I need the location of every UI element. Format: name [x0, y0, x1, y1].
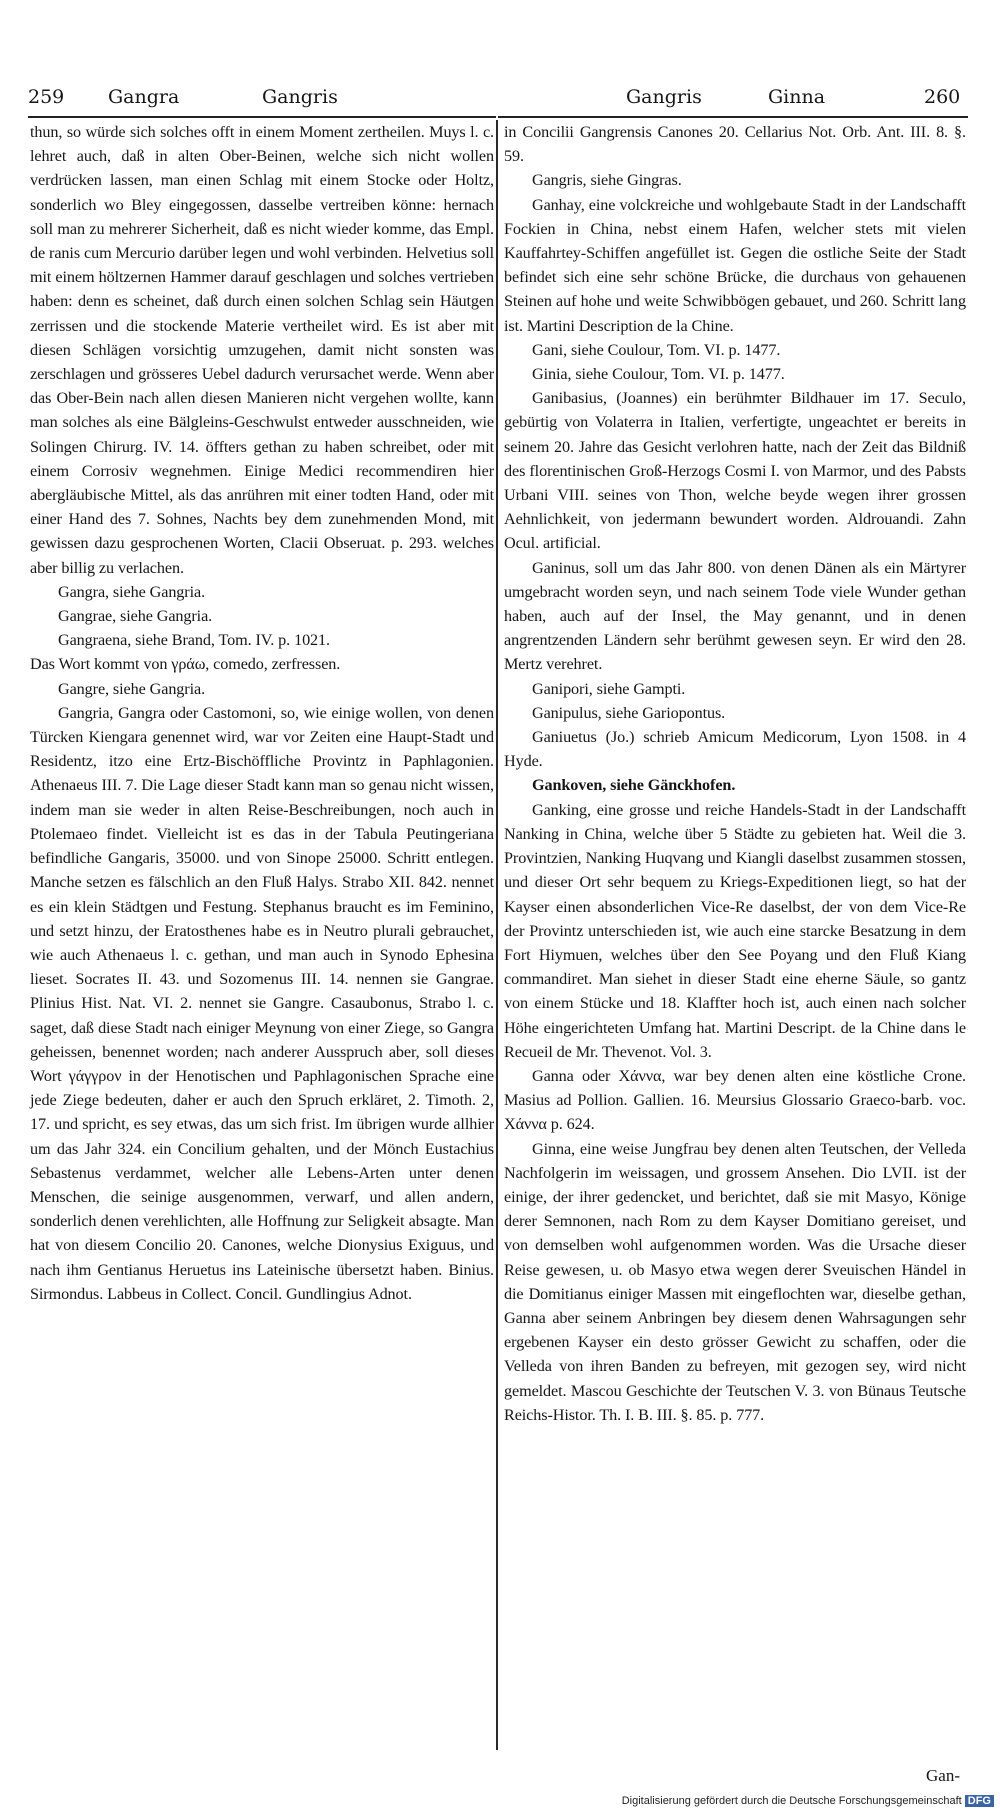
entry-text: Gangra, siehe Gangria. [58, 582, 206, 601]
entry-text: Gangre, siehe Gangria. [58, 679, 206, 698]
header-keyword-left-2: Gangris [262, 86, 338, 108]
digitization-footer [622, 1795, 994, 1807]
entry-text: Gangrae, siehe Gangria. [58, 607, 213, 626]
entry-text: Gangris, siehe Gingras. [532, 171, 682, 190]
footer-text: Digitalisierung gefördert durch die Deutsche Forschungsgemeinschaft [621, 1795, 962, 1807]
entry-text: Gangria, Gangra oder Castomoni, so, wie einige wollen, von denen Türcken Kiengara genennet wird, war vor Zeiten eine Haupt-Stadt und Residentz, itzo eine Ertz-Bischöffliche Provintz in Paphlagonien. Athenaeus III. 7. Die Lage dieser Stadt kann man so genau nicht wissen, indem man sie weder in alten Reise-Beschreibungen, noch auch in Ptolemaeo findet. Vielleicht ist es das in der Tabula Peutingeriana befindliche Gangaris, 35000. und von Sinope 25000. Schritt entlegen. Manche setzen es fälschlich an den Fluß Halys. Strabo XII. 842. nennet es ein klein Städtgen und Festung. Stephanus braucht es im Feminino, und setzt hinzu, der Eratosthenes habe es in Neutro plurali gebrauchet, wie auch Athenaeus l. c. gethan, und man auch in Synodo Ephesina lieset. Socrates II. 43. und Sozomenus III. 14. nennen sie Gangrae. Plinius Hist. Nat. VI. 2. nennet sie Gangre. Casaubonus, Strabo l. c. saget, daß diese Stadt nach einiger Meynung von einer Ziege, so Gangra geheissen, benennet worden; nach anderer Ausspruch aber, soll dieses Wort γάγγρον in der Henotischen und Paphlagonischen Sprache eine jede Ziege bedeuten, daher er auch den Spruch erkläret, 2. Timoth. 2, 17. und spricht, es sey etwas, das um sich frist. Im übrigen wurde allhier um das Jahr 324. ein Concilium gehalten, und der Mönch Eustachius Sebastenus verdammet, welcher alle Lebens-Arten unter denen Menschen, die seinige ausgenommen, verwarf, und allen andern, sonderlich denen verehlichten, alle Hoffnung zur Seligkeit absagte. Man hat von diesem Concilio 20. Canones, welche Dionysius Exiguus, und nach ihm Gentianus Heruetus ins Lateinische übersetzt haben. Binius. Sirmondus. Labbeus in Collect. Concil. Gundlingius Adnot. [30, 703, 494, 1303]
page-header [0, 86, 1000, 114]
header-rule-left [28, 116, 496, 118]
entry-text: Ginia, siehe Coulour, Tom. VI. p. 1477. [532, 365, 785, 384]
column-divider [496, 120, 498, 1750]
left-column [30, 120, 494, 1306]
header-keyword-left-1: Gangra [108, 86, 180, 108]
entry-text: Gani, siehe Coulour, Tom. VI. p. 1477. [532, 340, 781, 359]
header-rule-right [498, 116, 968, 118]
right-column [504, 120, 966, 1427]
dfg-logo: DFG [965, 1795, 994, 1807]
header-keyword-right-2: Ginna [768, 86, 826, 108]
entry-text: Ganinus, soll um das Jahr 800. von denen Dänen als ein Märtyrer umgebracht worden seyn, und nach seinem Tode viele Wunder gethan haben, auch auf der Insel, the May genannt, und in denen angrentzenden Ländern sehr berühmt gewesen seyn. Er wird den 28. Mertz verehret. [504, 558, 966, 674]
page-number-right: 260 [924, 86, 961, 108]
entry-text: in Concilii Gangrensis Canones 20. Cellarius Not. Orb. Ant. III. 8. §. 59. [504, 123, 966, 166]
page-number-left: 259 [28, 86, 65, 108]
entry-text: Ganipori, siehe Gampti. [532, 679, 686, 698]
entry-text: thun, so würde sich solches offt in einem Moment zertheilen. Muys l. c. lehret auch, daß in alten Ober-Beinen, welche sich nicht wollen verdrücken lassen, man einen Schlag mit einem Stocke oder Holtz, sonderlich wo Bley eingegossen, dasselbe vertreiben könne: hernach soll man zu mehrerer Sicherheit, daß es nicht wieder komme, das Empl. de ranis cum Mercurio darüber legen und wohl verbinden. Helvetius soll mit einem höltzernen Hammer darauf geschlagen und solches vertrieben haben: denn es scheinet, daß durch einen solchen Schlag sein Häutgen zerrissen und die stockende Materie vertheilet wird. Es ist aber mit diesen Schlägen vorsichtig umzugehen, damit nicht sonsten was zerschlagen und grösseres Uebel dadurch verursachet werde. Wenn aber das Ober-Bein nach allen diesen Manieren nicht vergehen wollte, kann man solches als eine Bälgleins-Geschwulst entweder ausschneiden, wie Solingen Chirurg. IV. 14. öffters gethan zu haben schreibet, oder mit einem Corrosiv wegnehmen. Einige Medici recommendiren hier abergläubische Mittel, als das anrühren mit einer todten Hand, oder mit einer Hand des 7. Sohnes, Nachts bey dem zunehmenden Mond, mit gewissen dazu gesprochenen Worten, Clacii Obseruat. p. 293. welches aber billig zu verlachen. [30, 123, 494, 577]
catchword: Gan- [926, 1766, 960, 1785]
entry-text: Ginna, eine weise Jungfrau bey denen alten Teutschen, der Velleda Nachfolgerin im weissagen, und grossem Ansehen. Dio LVII. ist der einige, der ihrer gedencket, und berichtet, daß sie mit Masyo, Könige derer Semnonen, nach Rom zu dem Kayser Domitiano gereiset, und von demselben wohl aufgenommen worden. Was die Ursache dieser Reise gewesen, u. ob Masyo etwa wegen derer Sveuischen Händel in die Domitianus einiger Massen mit eingeflochten war, dieselbe gethan, Ganna aber seinem Anbringen bey diesem denen Wahrsagungen sehr ergebenen Kayser ein desto grösser Gewicht zu schaffen, oder die Velleda von ihren Banden zu befreyen, mit gezogen sey, wird nicht gemeldet. Mascou Geschichte der Teutschen V. 3. von Bünaus Teutsche Reichs-Histor. Th. I. B. III. §. 85. p. 777. [504, 1139, 966, 1424]
entry-text: Ganking, eine grosse und reiche Handels-Stadt in der Landschafft Nanking in China, welche über 5 Städte zu gebieten hat. Weil die 3. Provintzien, Nanking Huqvang und Kiangli daselbst zusammen stossen, und dieser Ort sehr bequem zu Kriegs-Expeditionen liegt, so hat der Kayser einen absonderlichen Vice-Re daselbst, der von dem Vice-Re der Provintz unterschieden ist, wie auch eine starcke Besatzung in dem Fort Hiymuen, welches über den See Poyang und den Fluß Kiang commandiret. Man siehet in dieser Stadt eine eherne Säule, so gantz von einem Stücke und 18. Klaffter hoch ist, auch einen nach solcher Höhe eingerichteten Umfang hat. Martini Descript. de la Chine dans le Recueil de Mr. Thevenot. Vol. 3. [504, 800, 966, 1061]
entry-text: Ganhay, eine volckreiche und wohlgebaute Stadt in der Landschafft Fockien in China, nebst einem Hafen, welcher stets mit vielen Kauffahrtey-Schiffen angefüllet ist. Gegen die ostliche Seite der Stadt befindet sich eine sehr schöne Brücke, die durchaus von gehauenen Steinen auf hohe und weite Schwibbögen gebauet, und 260. Schritt lang ist. Martini Description de la Chine. [504, 195, 966, 335]
header-keyword-right-1: Gangris [626, 86, 702, 108]
entry-text: Ganna oder Χάννα, war bey denen alten eine köstliche Crone. Masius ad Pollion. Gallien. 16. Meursius Glossario Graeco-barb. voc. Χάννα p. 624. [504, 1066, 966, 1134]
entry-text: Ganiuetus (Jo.) schrieb Amicum Medicorum, Lyon 1508. in 4 Hyde. [504, 728, 966, 771]
entry-text: Ganibasius, (Joannes) ein berühmter Bildhauer im 17. Seculo, gebürtig von Volaterra in Italien, verfertigte, ungeachtet er bereits in seinem 20. Jahre das Gesicht verlohren hatte, nach der Zeit das Bildniß des florentinischen Groß-Herzogs Cosmi I. von Marmor, und des Pabsts Urbani VIII. seines von Thon, welche beyde wegen ihrer grossen Aehnlichkeit, von jedermann bewundert worden. Aldrouandi. Zahn Ocul. artificial. [504, 389, 966, 553]
entry-text: Gangraena, siehe Brand, Tom. IV. p. 1021. [58, 631, 330, 650]
entry-heading: Gankoven, siehe Gänckhofen. [532, 776, 736, 795]
entry-text: Das Wort kommt von γράω, comedo, zerfressen. [30, 655, 341, 674]
entry-text: Ganipulus, siehe Gariopontus. [532, 703, 726, 722]
